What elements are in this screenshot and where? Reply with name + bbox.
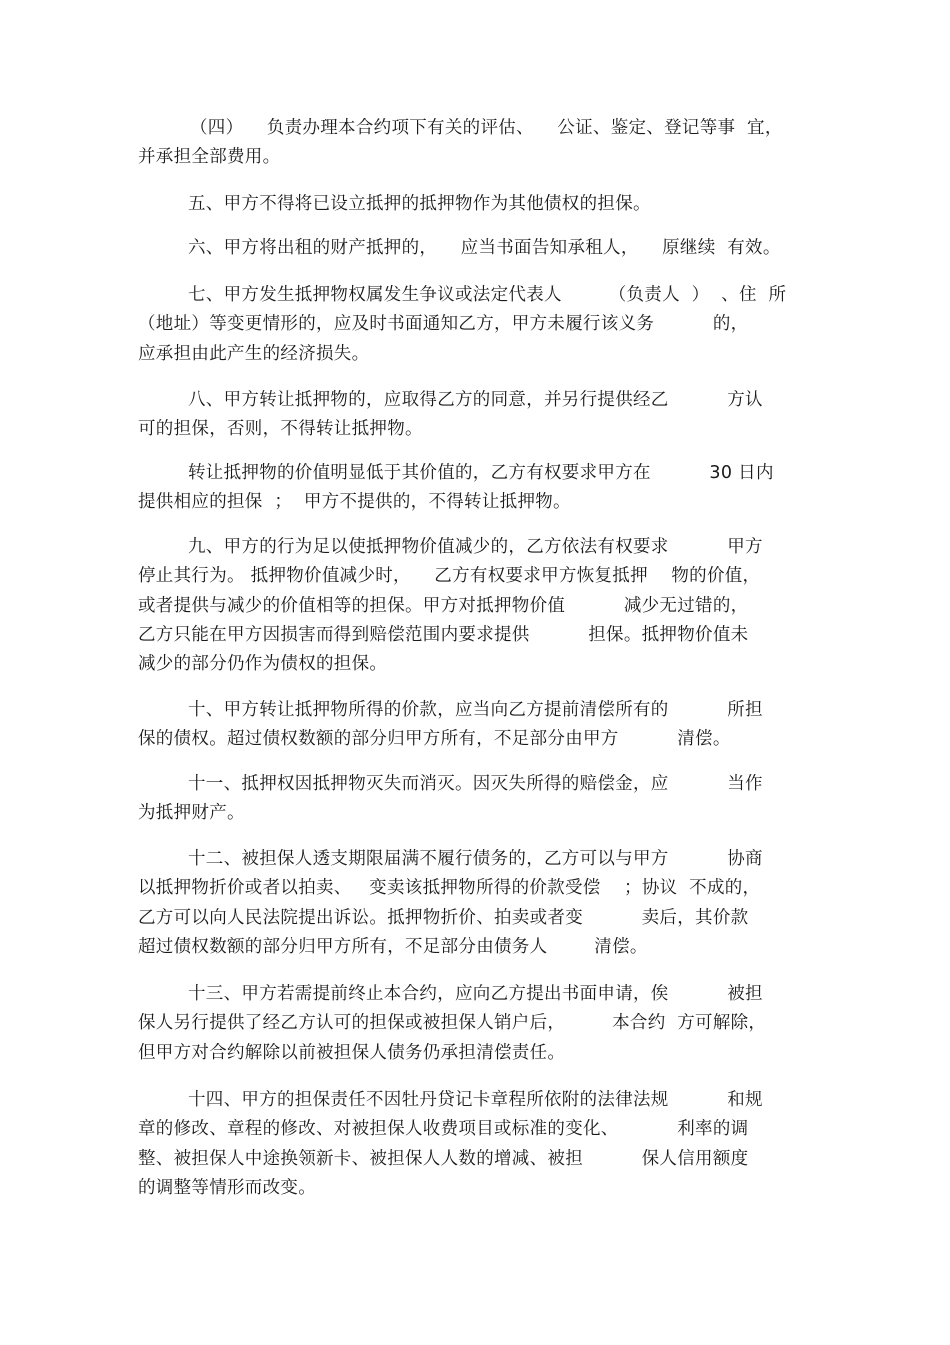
paragraph-line: 停止其行为。 抵押物价值减少时， 乙方有权要求甲方恢复抵押 物的价值， [138, 566, 761, 587]
paragraph-line: （四） 负责办理本合约项下有关的评估、 公证、鉴定、登记等事 宜， [190, 118, 783, 138]
paragraph-line: 提供相应的担保 ； 甲方不提供的，不得转让抵押物。 [138, 492, 571, 513]
paragraph-line: 或者提供与减少的价值相等的担保。甲方对抵押物价值 减少无过错的， [138, 595, 749, 616]
paragraph-line: 为抵押财产。 [138, 803, 245, 824]
paragraph-line: 十三、甲方若需提前终止本合约，应向乙方提出书面申请，俟 被担 [188, 984, 763, 1004]
paragraph-line: 五、甲方不得将已设立抵押的抵押物作为其他债权的担保。 [188, 194, 651, 214]
paragraph-line: 十、甲方转让抵押物所得的价款，应当向乙方提前清偿所有的 所担 [188, 700, 763, 720]
paragraph-line: 十二、被担保人透支期限届满不履行债务的，乙方可以与甲方 协商 [188, 849, 763, 869]
paragraph-line: 整、被担保人中途换领新卡、被担保人人数的增减、被担 保人信用额度 [138, 1148, 749, 1169]
paragraph-line: 七、甲方发生抵押物权属发生争议或法定代表人 （负责人 ） 、住 所 [188, 285, 787, 305]
paragraph-line: 保人另行提供了经乙方认可的担保或被担保人销户后， 本合约 方可解除， [138, 1013, 767, 1034]
paragraph-line: 乙方可以向人民法院提出诉讼。抵押物折价、拍卖或者变 卖后，其价款 [138, 907, 749, 928]
paragraph-line: 但甲方对合约解除以前被担保人债务仍承担清偿责任。 [138, 1042, 566, 1063]
paragraph-line: 可的担保，否则，不得转让抵押物。 [138, 419, 423, 440]
paragraph-line: 十四、甲方的担保责任不因牡丹贷记卡章程所依附的法律法规 和规 [188, 1090, 763, 1110]
paragraph-line: 八、甲方转让抵押物的，应取得乙方的同意，并另行提供经乙 方认 [188, 390, 763, 410]
paragraph-line: 九、甲方的行为足以使抵押物价值减少的，乙方依法有权要求 甲方 [188, 537, 763, 557]
paragraph-line: 六、甲方将出租的财产抵押的， 应当书面告知承租人， 原继续 有效。 [188, 238, 781, 258]
paragraph-line: 转让抵押物的价值明显低于其价值的，乙方有权要求甲方在 30 日内 [188, 463, 774, 483]
paragraph-line: 以抵押物折价或者以拍卖、 变卖该抵押物所得的价款受偿 ；协议 不成的， [138, 878, 761, 899]
paragraph-line: 保的债权。超过债权数额的部分归甲方所有，不足部分由甲方 清偿。 [138, 729, 731, 750]
paragraph-line: 减少的部分仍作为债权的担保。 [138, 654, 388, 675]
paragraph-line: 章的修改、章程的修改、对被担保人收费项目或标准的变化、 利率的调 [138, 1119, 749, 1140]
paragraph-line: 超过债权数额的部分归甲方所有，不足部分由债务人 清偿。 [138, 936, 648, 957]
paragraph-line: 应承担由此产生的经济损失。 [138, 343, 370, 364]
paragraph-line: 的调整等情形而改变。 [138, 1177, 316, 1198]
paragraph-line: （地址）等变更情形的，应及时书面通知乙方，甲方未履行该义务 的， [138, 314, 749, 335]
paragraph-line: 并承担全部费用。 [138, 147, 281, 168]
paragraph-line: 乙方只能在甲方因损害而得到赔偿范围内要求提供 担保。抵押物价值未 [138, 624, 749, 645]
paragraph-line: 十一、抵押权因抵押物灭失而消灭。因灭失所得的赔偿金，应 当作 [188, 774, 763, 794]
